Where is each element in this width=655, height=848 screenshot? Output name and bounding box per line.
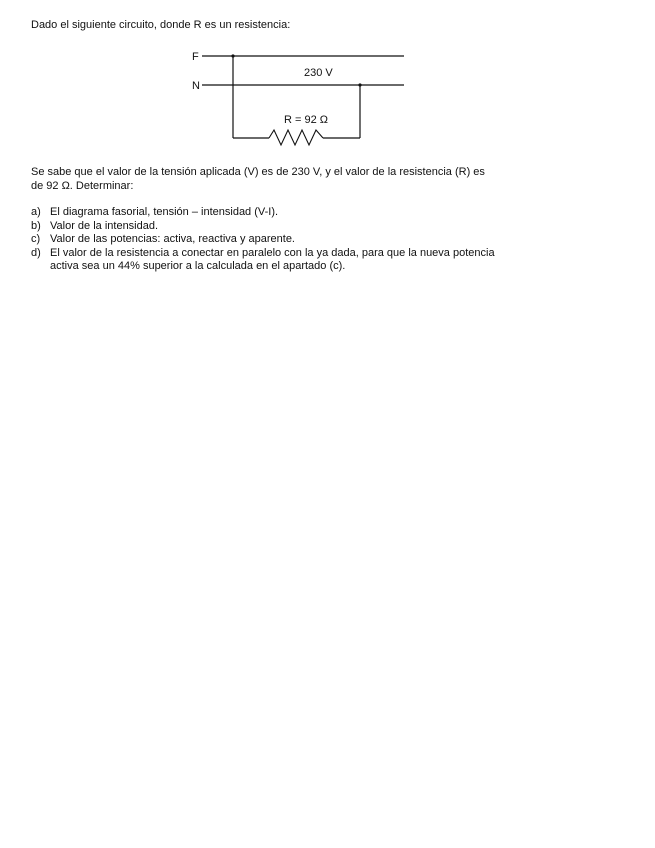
task-text bbox=[50, 220, 158, 234]
task-line: activa sea un 44% superior a la calculada en el apartado (c). bbox=[50, 260, 346, 272]
statement-line: Se sabe que el valor de la tensión aplicada (V) es de 230 V, y el valor de la resistencia (R) es bbox=[31, 166, 485, 178]
task-letter: d) bbox=[31, 246, 41, 259]
task-letter: b) bbox=[31, 219, 41, 232]
task-line: Valor de las potencias: activa, reactiva y aparente. bbox=[50, 233, 295, 245]
task-text bbox=[50, 247, 495, 274]
task-item-d bbox=[31, 247, 571, 274]
resistor-label: R = 92 Ω bbox=[284, 114, 328, 126]
problem-statement bbox=[31, 165, 551, 193]
task-list bbox=[31, 206, 571, 274]
task-letter: c) bbox=[31, 233, 41, 245]
voltage-label: 230 V bbox=[304, 67, 333, 79]
task-line: Valor de la intensidad. bbox=[50, 219, 159, 232]
task-item-c bbox=[31, 233, 571, 247]
task-item-b bbox=[31, 220, 571, 234]
task-text bbox=[50, 233, 295, 247]
task-text bbox=[50, 206, 278, 220]
resistor-zigzag bbox=[269, 130, 323, 145]
label-f: F bbox=[192, 51, 199, 63]
statement-line: de 92 Ω. Determinar: bbox=[31, 180, 134, 192]
circuit-diagram bbox=[180, 46, 410, 151]
task-line: El valor de la resistencia a conectar en paralelo con la ya dada, para que la nueva potencia bbox=[50, 246, 495, 259]
intro-text: Dado el siguiente circuito, donde R es un resistencia: bbox=[31, 19, 291, 31]
task-letter: a) bbox=[31, 206, 41, 218]
label-n: N bbox=[192, 80, 200, 92]
task-line: El diagrama fasorial, tensión – intensidad (V-I). bbox=[50, 206, 279, 218]
task-item-a bbox=[31, 206, 571, 220]
